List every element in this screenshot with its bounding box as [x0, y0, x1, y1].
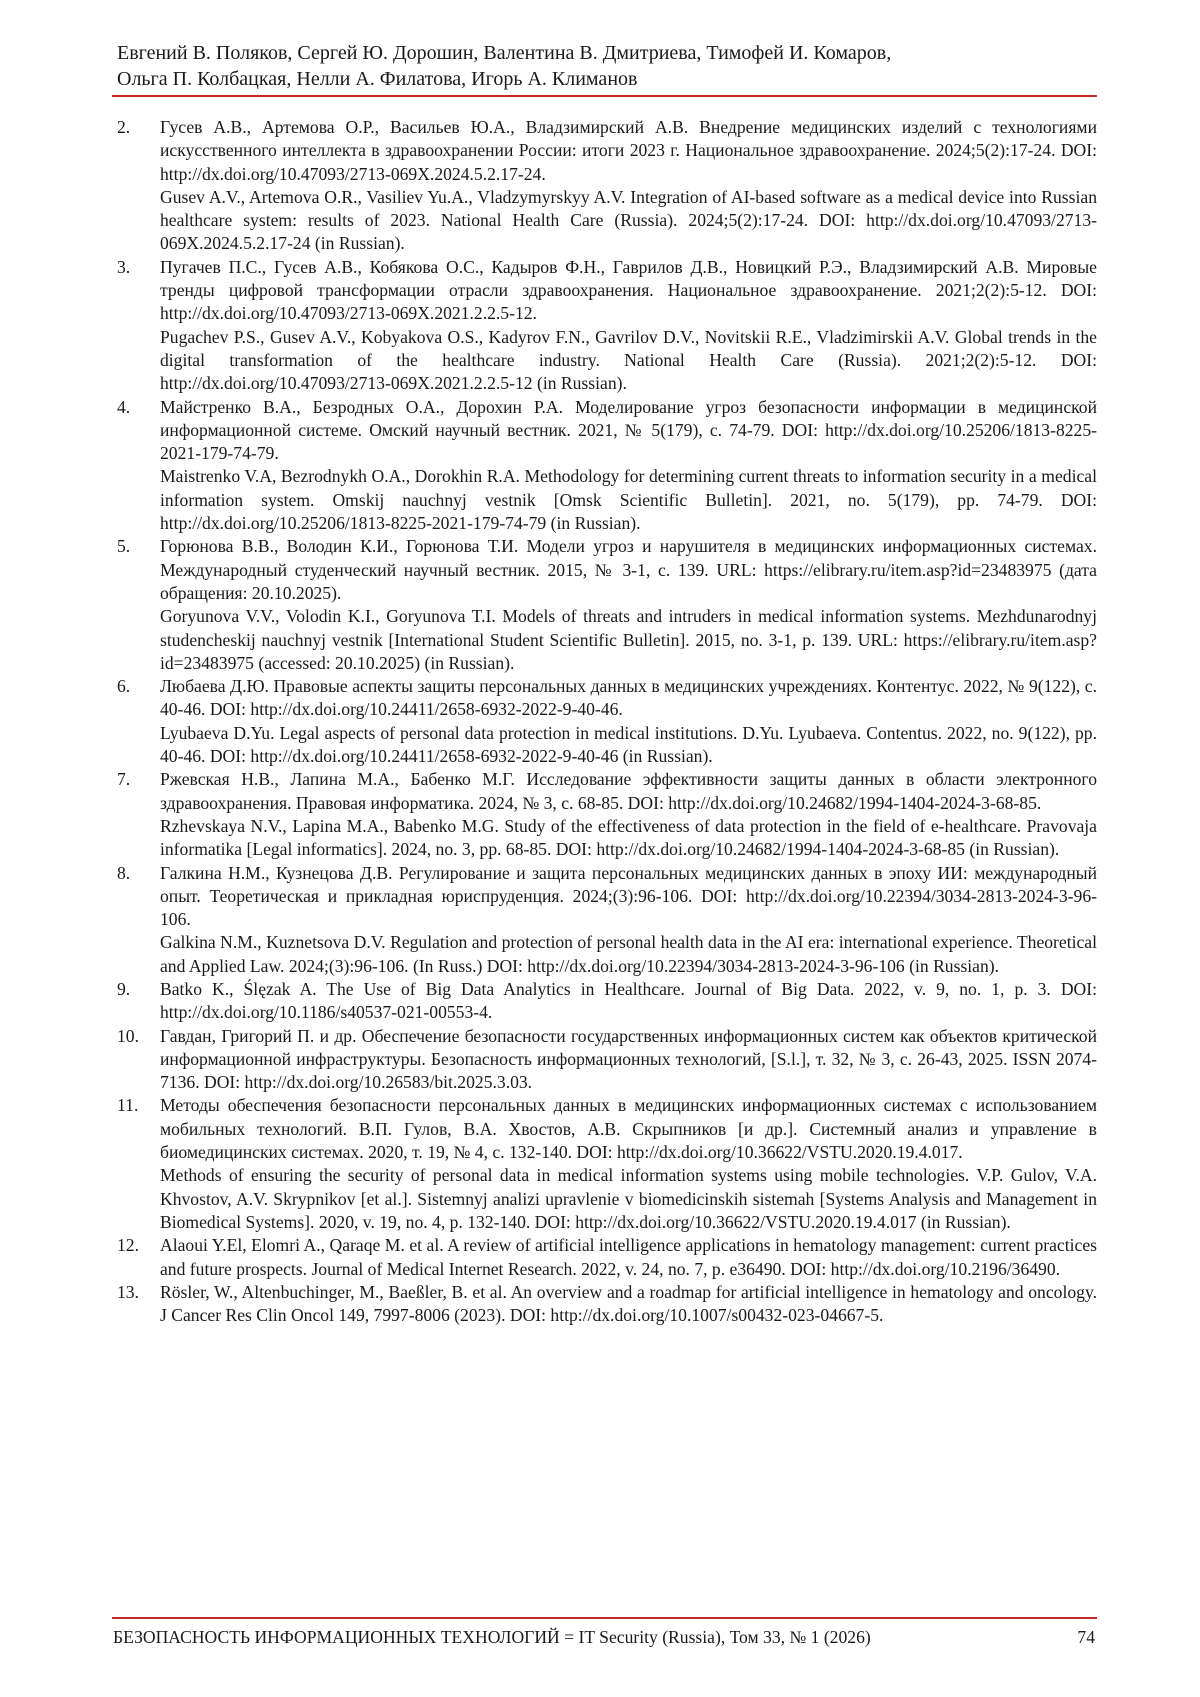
- reference-number: 8.: [117, 862, 131, 883]
- reference-body: [160, 116, 1097, 256]
- page-footer: [113, 1625, 1095, 1649]
- reference-body: [160, 1234, 1097, 1281]
- reference-text: Гавдан, Григорий П. и др. Обеспечение безопасности государственных информационных систем как объектов критической информационной инфраструктуры. Безопасность информационных технологий, [S.l.], т. 32, № 3, с. 26-43, 2025. ISSN 2074-7136. DOI: http://dx.doi.org/10.26583/bit.2025.3.03.: [160, 1025, 1097, 1093]
- reference-number: 5.: [117, 536, 131, 557]
- reference-number: 6.: [117, 676, 131, 697]
- reference-number: 10.: [117, 1025, 139, 1046]
- journal-title: БЕЗОПАСНОСТЬ ИНФОРМАЦИОННЫХ ТЕХНОЛОГИЙ = IT Security (Russia), Том 33, № 1 (2026): [113, 1627, 871, 1647]
- reference-number: 3.: [117, 256, 131, 277]
- authors-line-2: Ольга П. Колбацкая, Нелли А. Филатова, Игорь А. Климанов: [117, 68, 638, 90]
- reference-russian: Гусев А.В., Артемова О.Р., Васильев Ю.А., Владзимирский А.В. Внедрение медицинских изделий с технологиями искусственного интеллекта в здравоохранении России: итоги 2023 г. Национальное здравоохранение. 2024;5(2):17-24. DOI: http://dx.doi.org/10.47093/2713-069X.2024.5.2.17-24.: [160, 117, 1097, 184]
- reference-item: [117, 1281, 1097, 1328]
- reference-list: [117, 116, 1097, 1327]
- reference-text: Rösler, W., Altenbuchinger, M., Baeßler, B. et al. An overview and a roadmap for artificial intelligence in hematology and oncology. J Cancer Res Clin Oncol 149, 7997-8006 (2023). DOI: http://dx.doi.org/10.1007/s00432-023-04667-5.: [160, 1281, 1097, 1326]
- reference-body: [160, 396, 1097, 536]
- reference-body: [160, 768, 1097, 861]
- reference-number: 12.: [117, 1235, 139, 1256]
- page-header: [117, 40, 1097, 92]
- reference-number: 9.: [117, 978, 131, 999]
- reference-russian: Ржевская Н.В., Лапина М.А., Бабенко М.Г. Исследование эффективности защиты данных в области электронного здравоохранения. Правовая информатика. 2024, № 3, с. 68-85. DOI: http://dx.doi.org/10.24682/1994-1404-2024-3-68-85.: [160, 769, 1097, 813]
- reference-item: [117, 116, 1097, 256]
- reference-russian: Пугачев П.С., Гусев А.В., Кобякова О.С., Кадыров Ф.Н., Гаврилов Д.В., Новицкий Р.Э., Владзимирский А.В. Мировые тренды цифровой трансформации отрасли здравоохранения. Национальное здравоохранение. 2021;2(2):5-12. DOI: http://dx.doi.org/10.47093/2713-069X.2021.2.2.5-12.: [160, 256, 1097, 324]
- reference-item: [117, 1025, 1097, 1095]
- reference-english: Pugachev P.S., Gusev A.V., Kobyakova O.S., Kadyrov F.N., Gavrilov D.V., Novitskii R.E., Vladzimirskii A.V. Global trends in the digital transformation of the healthcare industry. National Health Care (Russia). 2021;2(2):5-12. DOI: http://dx.doi.org/10.47093/2713-069X.2021.2.2.5-12 (in Russian).: [160, 326, 1097, 394]
- reference-number: 7.: [117, 769, 131, 790]
- reference-english: Rzhevskaya N.V., Lapina M.A., Babenko M.G. Study of the effectiveness of data protection in the field of e-healthcare. Pravovaja informatika [Legal informatics]. 2024, no. 3, pp. 68-85. DOI: http://dx.doi.org/10.24682/1994-1404-2024-3-68-85 (in Russian).: [160, 815, 1097, 860]
- reference-item: [117, 1094, 1097, 1234]
- reference-russian: Методы обеспечения безопасности персональных данных в медицинских информационных системах с использованием мобильных технологий. В.П. Гулов, В.А. Хвостов, А.В. Скрыпников [и др.]. Системный анализ и управление в биомедицинских системах. 2020, т. 19, № 4, с. 132-140. DOI: http://dx.doi.org/10.36622/VSTU.2020.19.4.017.: [160, 1095, 1097, 1163]
- reference-russian: Галкина Н.М., Кузнецова Д.В. Регулирование и защита персональных медицинских данных в эпоху ИИ: международный опыт. Теоретическая и прикладная юриспруденция. 2024;(3):96-106. DOI: http://dx.doi.org/10.22394/3034-2813-2024-3-96-106.: [160, 862, 1097, 930]
- reference-russian: Любаева Д.Ю. Правовые аспекты защиты персональных данных в медицинских учреждениях. Контентус. 2022, № 9(122), с. 40-46. DOI: http://dx.doi.org/10.24411/2658-6932-2022-9-40-46.: [160, 676, 1097, 720]
- reference-english: Methods of ensuring the security of personal data in medical information systems using mobile technologies. V.P. Gulov, V.A. Khvostov, A.V. Skrypnikov [et al.]. Sistemnyj analizi upravlenie v biomedicinskih sistemah [Systems Analysis and Management in Biomedical Systems]. 2020, v. 19, no. 4, p. 132-140. DOI: http://dx.doi.org/10.36622/VSTU.2020.19.4.017 (in Russian).: [160, 1165, 1097, 1232]
- reference-body: [160, 535, 1097, 675]
- page-number: 74: [1077, 1627, 1095, 1647]
- reference-russian: Майстренко В.А., Безродных О.А., Дорохин Р.А. Моделирование угроз безопасности информации в медицинской информационной системе. Омский научный вестник. 2021, № 5(179), с. 74-79. DOI: http://dx.doi.org/10.25206/1813-8225-2021-179-74-79.: [160, 396, 1097, 464]
- reference-english: Gusev A.V., Artemova O.R., Vasiliev Yu.A., Vladzymyrskyy A.V. Integration of AI-based software as a medical device into Russian healthcare system: results of 2023. National Health Care (Russia). 2024;5(2):17-24. DOI: http://dx.doi.org/10.47093/2713-069X.2024.5.2.17-24 (in Russian).: [160, 186, 1097, 254]
- reference-number: 4.: [117, 396, 131, 417]
- reference-body: [160, 978, 1097, 1025]
- reference-item: [117, 1234, 1097, 1281]
- reference-english: Goryunova V.V., Volodin K.I., Goryunova T.I. Models of threats and intruders in medical information systems. Mezhdunarodnyj studencheskij nauchnyj vestnik [International Student Scientific Bulletin]. 2015, no. 3-1, p. 139. URL: https://elibrary.ru/item.asp?id=23483975 (accessed: 20.10.2025) (in Russian).: [160, 606, 1097, 673]
- reference-english: Galkina N.M., Kuznetsova D.V. Regulation and protection of personal health data in the AI era: international experience. Theoretical and Applied Law. 2024;(3):96-106. (In Russ.) DOI: http://dx.doi.org/10.22394/3034-2813-2024-3-96-106 (in Russian).: [160, 932, 1097, 976]
- reference-body: [160, 256, 1097, 396]
- reference-item: [117, 256, 1097, 396]
- reference-item: [117, 978, 1097, 1025]
- reference-number: 2.: [117, 117, 131, 137]
- reference-body: [160, 862, 1097, 978]
- authors-line-1: Евгений В. Поляков, Сергей Ю. Дорошин, Валентина В. Дмитриева, Тимофей И. Комаров,: [117, 42, 892, 64]
- reference-body: [160, 1281, 1097, 1328]
- reference-item: [117, 535, 1097, 675]
- reference-item: [117, 675, 1097, 768]
- header-rule: [112, 95, 1097, 97]
- reference-russian: Alaoui Y.El, Elomri A., Qaraqe M. et al. A review of artificial intelligence applications in hematology management: current practices and future prospects. Journal of Medical Internet Research. 2022, v. 24, no. 7, p. e36490. DOI: http://dx.doi.org/10.2196/36490.: [160, 1235, 1097, 1279]
- reference-number: 11.: [117, 1095, 139, 1116]
- reference-number: 13.: [117, 1281, 139, 1302]
- reference-body: [160, 675, 1097, 768]
- reference-russian: Горюнова В.В., Володин К.И., Горюнова Т.И. Модели угроз и нарушителя в медицинских информационных системах. Международный студенческий научный вестник. 2015, № 3-1, с. 139. URL: https://elibrary.ru/item.asp?id=23483975 (дата обращения: 20.10.2025).: [160, 536, 1097, 603]
- reference-item: [117, 862, 1097, 978]
- reference-english: Lyubaeva D.Yu. Legal aspects of personal data protection in medical institutions. D.Yu. Lyubaeva. Contentus. 2022, no. 9(122), pp. 40-46. DOI: http://dx.doi.org/10.24411/2658-6932-2022-9-40-46 (in Russian).: [160, 722, 1097, 767]
- reference-english: Maistrenko V.A, Bezrodnykh O.A., Dorokhin R.A. Methodology for determining current threats to information security in a medical information system. Omskij nauchnyj vestnik [Omsk Scientific Bulletin]. 2021, no. 5(179), pp. 74-79. DOI: http://dx.doi.org/10.25206/1813-8225-2021-179-74-79 (in Russian).: [160, 466, 1097, 534]
- reference-body: [160, 1094, 1097, 1234]
- reference-body: [160, 1025, 1097, 1095]
- reference-item: [117, 396, 1097, 536]
- reference-item: [117, 768, 1097, 861]
- reference-russian: Batko K., Ślęzak A. The Use of Big Data Analytics in Healthcare. Journal of Big Data. 2022, v. 9, no. 1, p. 3. DOI: http://dx.doi.org/10.1186/s40537-021-00553-4.: [160, 978, 1097, 1023]
- footer-rule: [112, 1617, 1097, 1619]
